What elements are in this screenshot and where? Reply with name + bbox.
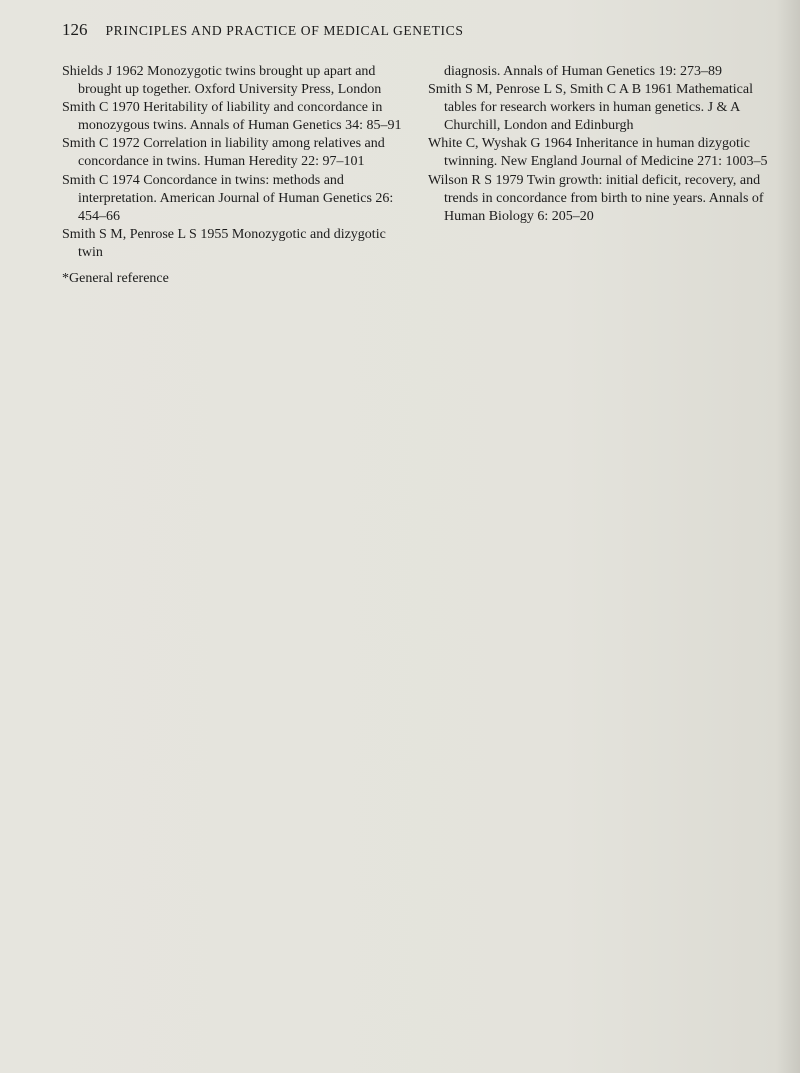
left-column [62, 63, 412, 288]
reference-continuation: diagnosis. Annals of Human Genetics 19: 273–89 [444, 64, 723, 79]
reference-entry: Wilson R S 1979 Twin growth: initial deficit, recovery, and trends in concordance from birth to nine years. Annals of Human Biology 6: 205–20 [428, 172, 764, 224]
reference-entry: Smith S M, Penrose L S, Smith C A B 1961 Mathematical tables for research workers in human genetics. J & A Churchill, London and Edinburgh [428, 82, 753, 134]
general-reference-footnote: *General reference [62, 271, 169, 287]
reference-entry: Smith C 1972 Correlation in liability among relatives and concordance in twins. Human Heredity 22: 97–101 [62, 136, 385, 170]
page-number: 126 [62, 20, 88, 39]
page-header [62, 20, 762, 46]
reference-entry: Smith C 1974 Concordance in twins: methods and interpretation. American Journal of Human Genetics 26: 454–66 [62, 172, 394, 224]
reference-entry: Shields J 1962 Monozygotic twins brought up apart and brought up together. Oxford University Press, London [62, 64, 382, 98]
right-column [428, 63, 778, 226]
reference-entry: Smith S M, Penrose L S 1955 Monozygotic and dizygotic twin [62, 226, 386, 260]
reference-entry: White C, Wyshak G 1964 Inheritance in human dizygotic twinning. New England Journal of Medicine 271: 1003–5 [428, 136, 768, 170]
running-title: PRINCIPLES AND PRACTICE OF MEDICAL GENETICS [105, 23, 464, 38]
reference-entry: Smith C 1970 Heritability of liability and concordance in monozygous twins. Annals of Human Genetics 34: 85–91 [62, 100, 402, 134]
